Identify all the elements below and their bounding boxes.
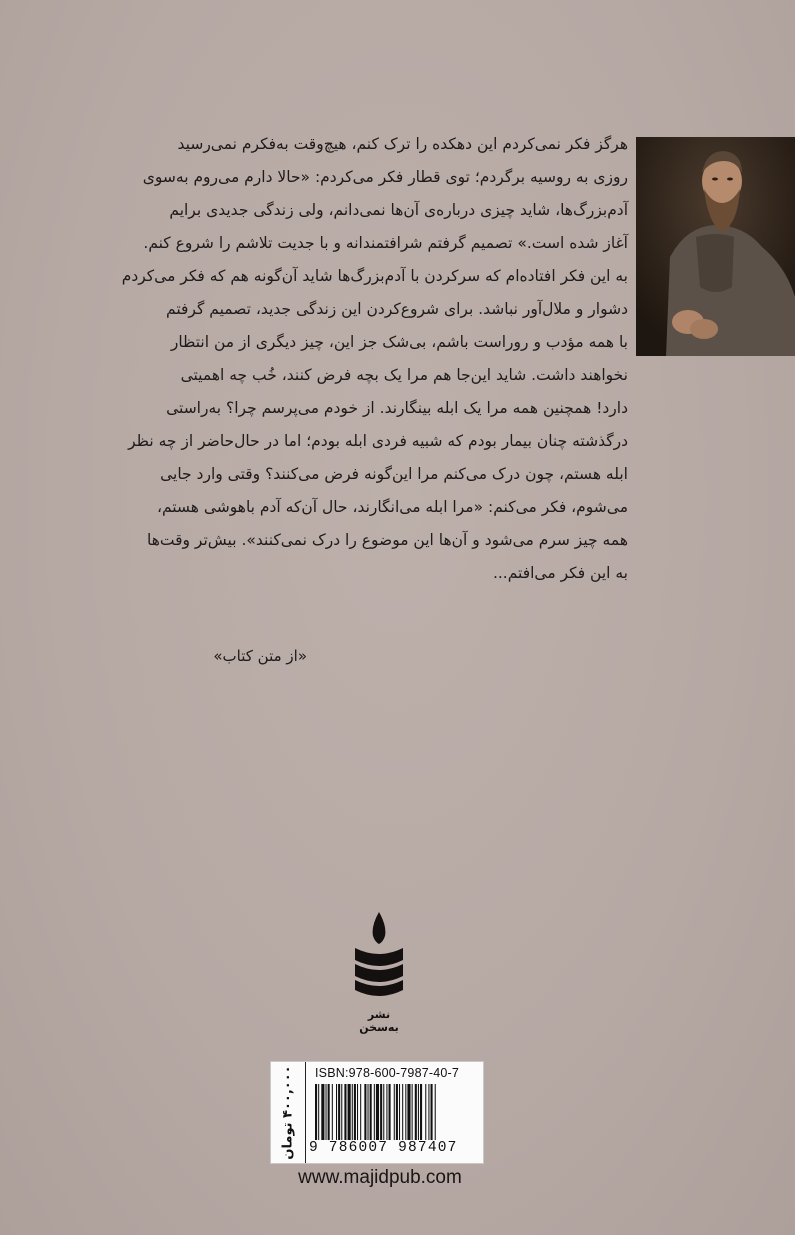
- blurb-line: می‌شوم، فکر می‌کنم: «مرا ابله می‌انگارند، حال آن‌که آدم باهوشی هستم،: [156, 498, 628, 516]
- barcode-bar: [396, 1084, 398, 1140]
- barcode-bar: [420, 1084, 422, 1140]
- blurb-line: دارد! همچنین همه مرا یک ابله بینگارند. از خودم می‌پرسم چرا؟ به‌راستی: [166, 399, 628, 417]
- barcode-bar: [412, 1084, 413, 1140]
- blurb-line: درگذشته چنان بیمار بودم که شبیه فردی ابله بودم؛ اما در حال‌حاضر از چه نظر: [128, 432, 628, 450]
- barcode-bar: [344, 1084, 346, 1140]
- barcode-bar: [364, 1084, 366, 1140]
- source-note: «از متن کتاب»: [213, 647, 307, 665]
- isbn-barcode-label: [270, 1061, 484, 1164]
- barcode-bar: [357, 1084, 358, 1140]
- barcode-bar: [428, 1084, 429, 1140]
- barcode-icon: [313, 1084, 479, 1142]
- barcode-bar: [407, 1084, 410, 1140]
- blurb-line: به این فکر افتاده‌ام که سرکردن با آدم‌بزرگ‌ها شاید آن‌گونه هم که فکر می‌کردم: [121, 267, 628, 285]
- publisher-website: www.majidpub.com: [298, 1167, 462, 1188]
- barcode-bar: [315, 1084, 317, 1140]
- barcode-bar: [435, 1084, 436, 1140]
- barcode-bar: [360, 1084, 361, 1140]
- barcode-bar: [394, 1084, 395, 1140]
- price-label: ۴۰۰,۰۰۰ تومان: [280, 1065, 296, 1160]
- barcode-bar: [336, 1084, 337, 1140]
- barcode-bar: [418, 1084, 419, 1140]
- barcode-bar: [352, 1084, 353, 1140]
- blurb-line: روزی به روسیه برگردم؛ توی قطار فکر می‌کردم: «حالا دارم می‌روم به‌سوی: [142, 168, 628, 186]
- barcode-bar: [354, 1084, 356, 1140]
- barcode-bar: [389, 1084, 391, 1140]
- barcode-bar: [431, 1084, 433, 1140]
- blurb-line: آدم‌بزرگ‌ها، شاید چیزی درباره‌ی آن‌ها نمی‌دانم، ولی زندگی جدیدی برایم: [169, 201, 628, 219]
- barcode-bar: [380, 1084, 382, 1140]
- barcode-bar: [321, 1084, 324, 1140]
- publisher-name: نشر به‌سخن: [359, 1008, 399, 1034]
- blurb-line: با همه مؤدب و روراست باشم، بی‌شک جز این، چیز دیگری از من انتظار: [170, 333, 628, 351]
- price-box: [271, 1062, 306, 1163]
- barcode-bar: [318, 1084, 319, 1140]
- barcode-bar: [405, 1084, 406, 1140]
- barcode-digits: 9 786007 987407: [309, 1140, 458, 1156]
- barcode-bar: [383, 1084, 384, 1140]
- barcode-bar: [328, 1084, 330, 1140]
- blurb-line: به این فکر می‌افتم...: [492, 564, 628, 582]
- barcode-bar: [376, 1084, 379, 1140]
- barcode-bar: [338, 1084, 340, 1140]
- isbn-label: ISBN:978-600-7987-40-7: [315, 1066, 460, 1080]
- barcode-bar: [386, 1084, 387, 1140]
- blurb-line: دشوار و ملال‌آور نباشد. برای شروع‌کردن این زندگی جدید، تصمیم گرفتم: [166, 300, 628, 318]
- barcode-bar: [332, 1084, 333, 1140]
- barcode-bar: [370, 1084, 372, 1140]
- barcode-bar: [425, 1084, 426, 1140]
- barcode-bar: [415, 1084, 417, 1140]
- blurb-line: همه چیز سرم می‌شود و آن‌ها این موضوع را درک نمی‌کنند». بیش‌تر وقت‌ها: [146, 531, 628, 549]
- barcode-bar: [326, 1084, 327, 1140]
- barcode-bar: [348, 1084, 351, 1140]
- back-cover-blurb: [108, 128, 628, 590]
- barcode-bar: [402, 1084, 403, 1140]
- barcode-bar: [374, 1084, 375, 1140]
- barcode-bar: [368, 1084, 369, 1140]
- blurb-line: ابله هستم، چون درک می‌کنم مرا این‌گونه فرض می‌کنند؟ وقتی وارد جایی: [160, 465, 628, 483]
- author-portrait: [636, 137, 795, 356]
- barcode-bar: [341, 1084, 342, 1140]
- blurb-line: نخواهند داشت. شاید این‌جا هم مرا یک بچه فرض کنند، خُب چه اهمیتی: [180, 366, 628, 384]
- blurb-line: آغاز شده است.» تصمیم گرفتم شرافتمندانه و با جدیت تلاشم را شروع کنم.: [143, 234, 628, 252]
- publisher-logo-icon: [349, 908, 409, 998]
- author-portrait-image: [636, 137, 795, 356]
- barcode-bar: [399, 1084, 400, 1140]
- blurb-line: هرگز فکر نمی‌کردم این دهکده را ترک کنم، هیچ‌وقت به‌فکرم نمی‌رسید: [177, 135, 628, 153]
